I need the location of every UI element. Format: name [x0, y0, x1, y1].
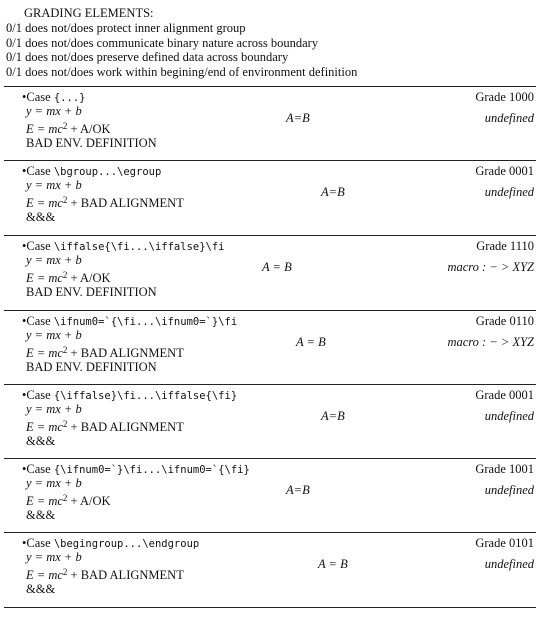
grading-title: GRADING ELEMENTS:: [24, 6, 154, 20]
case-prefix: •Case: [22, 536, 54, 550]
case-middle-value: A = B: [262, 260, 292, 274]
case-note: &&&: [26, 210, 56, 224]
equation-right: + BAD ALIGNMENT: [67, 346, 184, 360]
case-note: BAD ENV. DEFINITION: [26, 360, 157, 374]
case-middle-value: A = B: [296, 335, 326, 349]
case-grade: Grade 0001: [475, 164, 534, 178]
equation-left: E = mc: [26, 196, 63, 210]
case-prefix: •Case: [22, 90, 54, 104]
case-grade: Grade 1110: [476, 239, 534, 253]
case-middle-value: A=B: [286, 483, 310, 497]
case-prefix: •Case: [22, 164, 54, 178]
equation-exponent: 2: [62, 345, 68, 355]
case-result: undefined: [484, 111, 534, 125]
case-row: [4, 385, 536, 459]
equation-line-2: [26, 568, 184, 582]
case-command: \begingroup...\endgroup: [53, 538, 200, 550]
equation-line-2: [26, 494, 111, 508]
case-middle-value: A=B: [321, 185, 345, 199]
equation-line: y = mx + b: [26, 550, 82, 564]
case-middle-value: A=B: [286, 111, 310, 125]
equation-exponent: 2: [62, 419, 68, 429]
case-result: macro : − > XYZ: [447, 335, 534, 349]
case-grade: Grade 0001: [475, 388, 534, 402]
case-note: BAD ENV. DEFINITION: [26, 136, 157, 150]
equation-exponent: 2: [62, 121, 68, 131]
case-heading: [22, 314, 237, 329]
equation-right: + A/OK: [67, 271, 111, 285]
case-heading: [22, 90, 85, 105]
case-prefix: •Case: [22, 388, 54, 402]
case-result: undefined: [484, 409, 534, 423]
case-heading: [22, 536, 199, 551]
grading-criterion: 0/1 does not/does protect inner alignment group: [6, 21, 246, 35]
case-middle-value: A = B: [318, 557, 348, 571]
case-command: \iffalse{\fi...\iffalse}\fi: [53, 241, 225, 253]
case-command: {\iffalse}\fi...\iffalse{\fi}: [53, 390, 238, 402]
case-command: {...}: [53, 92, 86, 104]
case-prefix: •Case: [22, 462, 54, 476]
equation-line-2: [26, 196, 184, 210]
equation-left: E = mc: [26, 494, 63, 508]
case-note: &&&: [26, 434, 56, 448]
case-command: {\ifnum0=`}\fi...\ifnum0=`{\fi}: [53, 464, 250, 476]
equation-line: y = mx + b: [26, 402, 82, 416]
case-middle-value: A=B: [321, 409, 345, 423]
equation-right: + BAD ALIGNMENT: [67, 568, 184, 582]
equation-line: y = mx + b: [26, 328, 82, 342]
case-result: undefined: [484, 483, 534, 497]
case-heading: [22, 239, 225, 254]
case-grade: Grade 1000: [475, 90, 534, 104]
grading-criterion: 0/1 does not/does communicate binary nature across boundary: [6, 35, 319, 50]
case-heading: [22, 462, 250, 477]
case-result: macro : − > XYZ: [447, 260, 534, 274]
case-result: undefined: [484, 557, 534, 571]
equation-line: y = mx + b: [26, 476, 82, 490]
case-row: [4, 161, 536, 235]
case-row: [4, 87, 536, 161]
equation-right: + A/OK: [67, 122, 111, 136]
grading-criterion: 0/1 does not/does work within begining/end of environment definition: [6, 64, 358, 79]
equation-line: y = mx + b: [26, 104, 82, 118]
case-command: \bgroup...\egroup: [53, 166, 162, 178]
equation-exponent: 2: [62, 270, 68, 280]
equation-left: E = mc: [26, 122, 63, 136]
equation-left: E = mc: [26, 271, 63, 285]
case-note: &&&: [26, 508, 56, 522]
equation-left: E = mc: [26, 346, 63, 360]
equation-line-2: [26, 346, 184, 360]
case-prefix: •Case: [22, 239, 54, 253]
equation-exponent: 2: [62, 493, 68, 503]
case-grade: Grade 0110: [475, 314, 534, 328]
equation-right: + BAD ALIGNMENT: [67, 196, 184, 210]
case-row: [4, 311, 536, 385]
equation-line-2: [26, 420, 184, 434]
case-note: BAD ENV. DEFINITION: [26, 285, 157, 299]
equation-right: + BAD ALIGNMENT: [67, 420, 184, 434]
case-row: [4, 533, 536, 607]
equation-left: E = mc: [26, 420, 63, 434]
equation-left: E = mc: [26, 568, 63, 582]
grading-header: [6, 5, 536, 79]
case-prefix: •Case: [22, 314, 54, 328]
equation-exponent: 2: [62, 195, 68, 205]
equation-right: + A/OK: [67, 494, 111, 508]
case-heading: [22, 164, 161, 179]
case-result: undefined: [484, 185, 534, 199]
equation-line: y = mx + b: [26, 253, 82, 267]
case-note: &&&: [26, 582, 56, 596]
case-row: [4, 236, 536, 310]
equation-line-2: [26, 122, 111, 136]
table-bottom-rule: [4, 607, 536, 608]
equation-exponent: 2: [62, 567, 68, 577]
case-grade: Grade 1001: [475, 462, 534, 476]
grading-criterion: 0/1 does not/does preserve defined data across boundary: [6, 50, 289, 64]
equation-line: y = mx + b: [26, 178, 82, 192]
case-heading: [22, 388, 237, 403]
case-row: [4, 459, 536, 533]
case-command: \ifnum0=`{\fi...\ifnum0=`}\fi: [53, 316, 238, 328]
case-grade: Grade 0101: [475, 536, 534, 550]
equation-line-2: [26, 271, 111, 285]
